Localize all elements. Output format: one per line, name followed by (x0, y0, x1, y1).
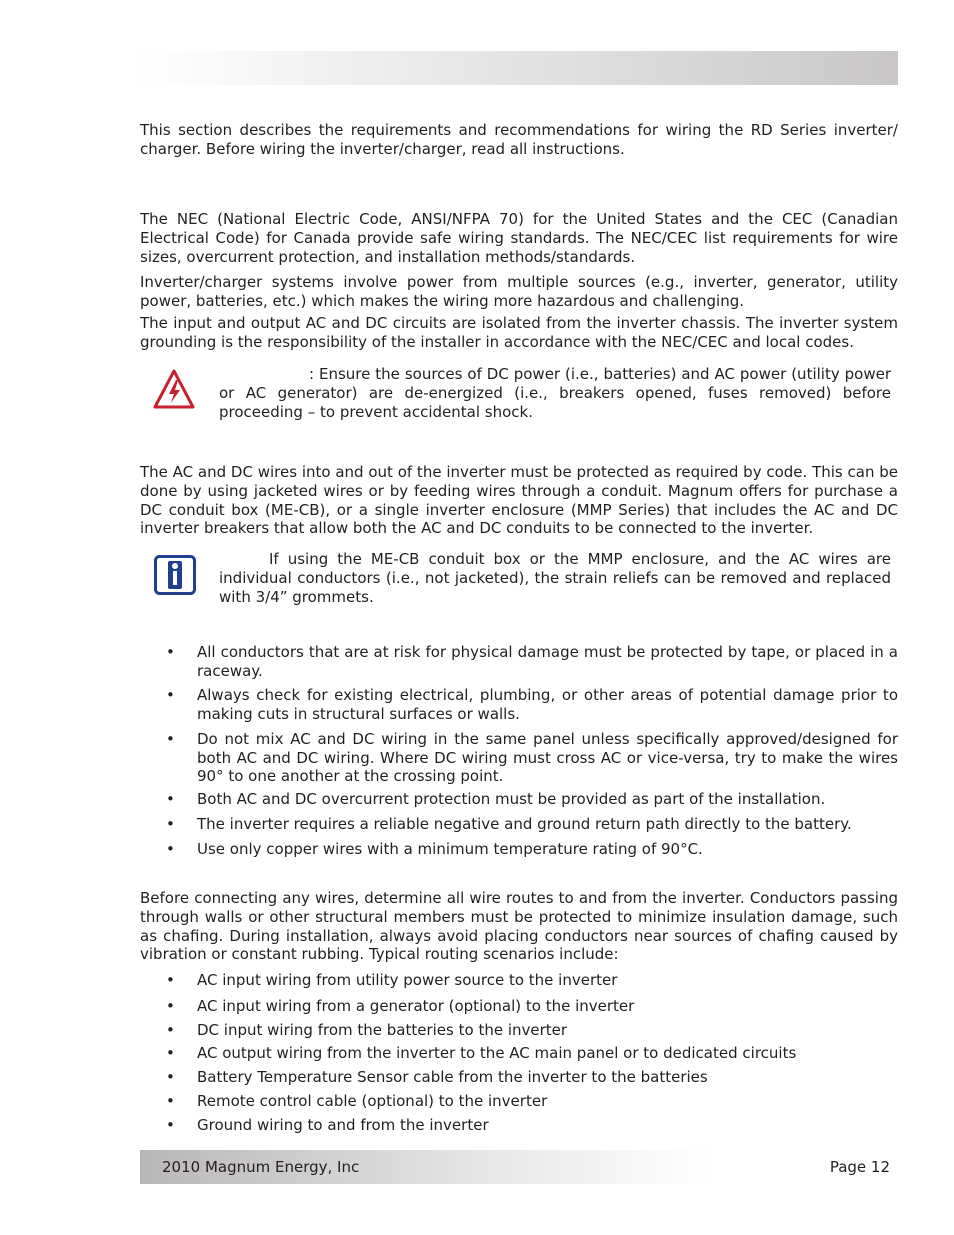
page-number: Page 12 (829, 1158, 890, 1176)
bullet: • (166, 971, 175, 989)
electrical-hazard-icon (152, 368, 196, 410)
list-item-text: DC input wiring from the batteries to the inverter (197, 1021, 568, 1039)
list-item (140, 790, 898, 809)
bullet: • (166, 1021, 175, 1039)
header-bar (140, 51, 898, 85)
list-item (140, 1116, 898, 1135)
list-item-text: Battery Temperature Sensor cable from the inverter to the batteries (197, 1068, 708, 1086)
codes-paragraph-1: The NEC (National Electric Code, ANSI/NFPA 70) for the United States and the CEC (Canadian Electrical Code) for Canada provide safe wiring standards. The NEC/CEC list requirements for wire sizes, overcurrent protection, and installation methods/standards. (140, 210, 898, 266)
codes-paragraph-2: Inverter/charger systems involve power from multiple sources (e.g., inverter, generator, utility power, batteries, etc.) which makes the wiring more hazardous and challenging. (140, 273, 898, 310)
list-item (140, 1068, 898, 1087)
bullet: • (166, 686, 175, 704)
info-text: If using the ME-CB conduit box or the MMP enclosure, and the AC wires are individual conductors (i.e., not jacketed), the strain reliefs can be removed and replaced with 3/4” grommets. (219, 550, 891, 606)
list-item-text: The inverter requires a reliable negative and ground return path directly to the battery. (197, 815, 852, 833)
bullet: • (166, 1044, 175, 1062)
list-item-text: AC input wiring from a generator (optional) to the inverter (197, 997, 635, 1015)
list-item-text: Ground wiring to and from the inverter (197, 1116, 489, 1134)
warning-text: : Ensure the sources of DC power (i.e., batteries) and AC power (utility power or AC generator) are de-energized (i.e., breakers opened, fuses removed) before proceeding – to prevent accidental shock. (219, 365, 891, 421)
bullet: • (166, 815, 175, 833)
bullet: • (166, 997, 175, 1015)
list-item (140, 815, 898, 834)
bullet: • (166, 840, 175, 858)
list-item (140, 971, 898, 990)
info-icon (154, 555, 196, 595)
bullet: • (166, 1092, 175, 1110)
list-item-text: All conductors that are at risk for physical damage must be protected by tape, or placed in a raceway. (197, 643, 898, 680)
bullet: • (166, 643, 175, 661)
list-item (140, 997, 898, 1016)
intro-paragraph: This section describes the requirements and recommendations for wiring the RD Series inverter/ charger. Before wiring the inverter/charger, read all instructions. (140, 121, 898, 158)
bullet: • (166, 1116, 175, 1134)
bullet: • (166, 730, 175, 748)
protection-paragraph: The AC and DC wires into and out of the inverter must be protected as required by code. This can be done by using jacketed wires or by feeding wires through a conduit. Magnum offers for purchase a DC conduit box (ME-CB), or a single inverter enclosure (MMP Series) that includes the AC and DC inverter breakers that allow both the AC and DC conduits to be connected to the inverter. (140, 463, 898, 538)
list-item-text: Both AC and DC overcurrent protection must be provided as part of the installation. (197, 790, 826, 808)
list-item-text: Always check for existing electrical, plumbing, or other areas of potential damage prior to making cuts in structural surfaces or walls. (197, 686, 898, 723)
list-item (140, 1092, 898, 1111)
list-item (140, 686, 898, 723)
bullet: • (166, 1068, 175, 1086)
footer-bar (140, 1150, 898, 1184)
list-item-text: AC output wiring from the inverter to the AC main panel or to dedicated circuits (197, 1044, 797, 1062)
footer-copyright: 2010 Magnum Energy, Inc (162, 1158, 360, 1176)
codes-paragraph-3: The input and output AC and DC circuits are isolated from the inverter chassis. The inverter system grounding is the responsibility of the installer in accordance with the NEC/CEC and local codes. (140, 314, 898, 351)
list-item-text: Remote control cable (optional) to the inverter (197, 1092, 548, 1110)
list-item-text: Do not mix AC and DC wiring in the same panel unless specifically approved/designed for both AC and DC wiring. Where DC wiring must cross AC or vice-versa, try to make the wires 90° to one another at the crossing point. (197, 730, 898, 786)
list-item (140, 643, 898, 680)
list-item (140, 1021, 898, 1040)
list-item (140, 730, 898, 786)
list-item-text: Use only copper wires with a minimum temperature rating of 90°C. (197, 840, 703, 858)
list-item (140, 1044, 898, 1063)
list-item (140, 840, 898, 859)
bullet: • (166, 790, 175, 808)
list-item-text: AC input wiring from utility power source to the inverter (197, 971, 618, 989)
routing-paragraph: Before connecting any wires, determine all wire routes to and from the inverter. Conductors passing through walls or other structural members must be protected to minimize insulation damage, such as chafing. During installation, always avoid placing conductors near sources of chafing caused by vibration or constant rubbing. Typical routing scenarios include: (140, 889, 898, 964)
